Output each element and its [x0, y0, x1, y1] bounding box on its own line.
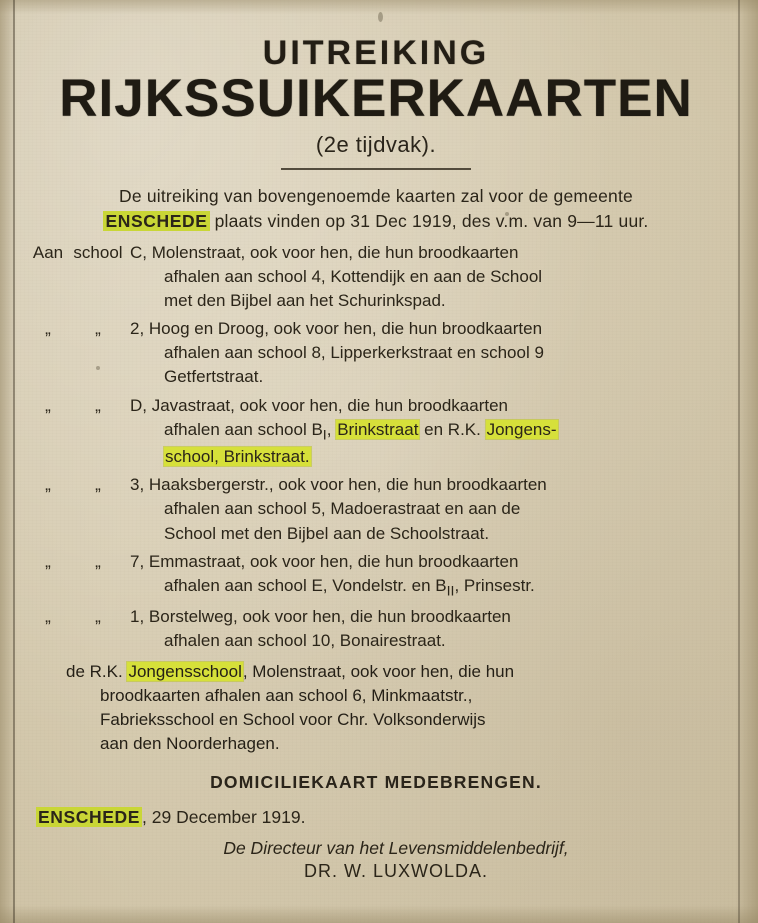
rk-line-1-rest: , Molenstraat, ook voor hen, die hun: [242, 661, 515, 681]
entry-line-2: afhalen aan school 4, Kottendijk en aan de School: [164, 266, 543, 286]
entry-line-2-subscript: I: [322, 427, 327, 444]
highlight-jongens: Jongens-: [486, 419, 557, 439]
entry-lead-1: Aan: [32, 242, 64, 262]
highlight-brinkstraat: Brinkstraat: [337, 419, 419, 439]
entry-line-3: met den Bijbel aan het Schurinkspad.: [164, 291, 446, 311]
entry-lead-2: „: [95, 395, 101, 415]
rk-lead-label: de R.K.: [66, 661, 123, 681]
highlight-school-brinkstraat: school, Brinkstraat.: [165, 447, 310, 467]
entry-line-1: 7, Emmastraat, ook voor hen, die hun broodkaarten: [130, 551, 519, 571]
entry-body: [130, 317, 722, 389]
intro-paragraph: [34, 184, 718, 235]
dateline: [30, 807, 722, 828]
entry-lead-1: „: [45, 319, 51, 339]
kicker-heading: UITREIKING: [262, 34, 490, 72]
rk-entry-body: [66, 660, 722, 757]
intro-city-highlight: ENSCHEDE: [105, 211, 208, 232]
entry-lead-2: „: [95, 475, 101, 495]
intro-line-1: De uitreiking van bovengenoemde kaarten zal voor de gemeente: [119, 186, 633, 207]
entry-line-2-subscript: II: [446, 583, 455, 600]
dateline-city-highlight: ENSCHEDE: [38, 807, 141, 828]
entry-line-2-end: , Prinsestr.: [454, 575, 535, 595]
entry-lead-1: „: [45, 551, 51, 571]
entry-line-2: afhalen aan school 10, Bonairestraat.: [164, 631, 446, 651]
entry-line-3: [130, 445, 722, 469]
entry-line-2: afhalen aan school 5, Madoerastraat en aan de: [164, 499, 521, 519]
entry-line-1: 3, Haaksbergerstr., ook voor hen, die hun broodkaarten: [130, 475, 547, 495]
entry-line-2: [130, 574, 722, 602]
list-item: [30, 317, 722, 389]
notice-text: DOMICILIEKAART MEDEBRENGEN.: [210, 772, 542, 793]
entry-line-2-mid: en R.K.: [419, 419, 486, 439]
entry-body: [130, 605, 722, 653]
rk-line-2: broodkaarten afhalen aan school 6, Minkmaatstr.,: [100, 685, 473, 705]
entry-lead-1: „: [45, 475, 51, 495]
list-item: [30, 241, 722, 313]
entry-line-2: afhalen aan school $B_I$, Brinkstraat en R.K. Jongens-: [164, 419, 557, 444]
entry-lead-2: „: [95, 551, 101, 571]
entry-line-2-pre: afhalen aan school B: [164, 419, 323, 439]
subheading: (2e tijdvak).: [315, 132, 437, 158]
entry-body: [130, 241, 722, 313]
rk-line-1: [66, 660, 722, 684]
entry-lead-1: „: [45, 395, 51, 415]
list-item: [30, 550, 722, 602]
rk-line-4: aan den Noorderhagen.: [100, 733, 280, 753]
list-item: [30, 473, 722, 545]
signature-role: De Directeur van het Levensmiddelenbedrijf,: [223, 838, 569, 859]
list-item: [30, 394, 722, 470]
list-item: [30, 605, 722, 653]
entry-line-2-text: afhalen aan school E, Vondelstr. en B: [164, 575, 447, 595]
entry-line-2: afhalen aan school 8, Lipperkerkstraat en school 9: [164, 343, 544, 363]
intro-line-2: plaats vinden op 31 Dec 1919, des v.m. van 9—11 uur.: [214, 211, 649, 232]
entry-lead-1: „: [45, 607, 51, 627]
entry-lead-2: „: [95, 319, 101, 339]
entry-line-3: School met den Bijbel aan de Schoolstraat.: [164, 523, 490, 543]
entry-line-1: 2, Hoog en Droog, ook voor hen, die hun broodkaarten: [130, 319, 543, 339]
entry-line-1: 1, Borstelweg, ook voor hen, die hun broodkaarten: [130, 607, 511, 627]
scan-edge-bottom: [0, 905, 758, 923]
list-item-rk: [30, 660, 722, 757]
dateline-date: , 29 December 1919.: [142, 807, 306, 828]
page-title: RIJKSSUIKERKAARTEN: [59, 69, 693, 128]
entry-lead-2: school: [73, 242, 123, 262]
entry-line-3: Getfertstraat.: [164, 367, 264, 387]
entry-body: [130, 394, 722, 470]
entry-lead-2: „: [95, 607, 101, 627]
header-divider: [281, 168, 471, 170]
highlight-jongensschool: Jongensschool: [128, 661, 242, 681]
entry-body: [130, 550, 722, 602]
rk-line-3: Fabrieksschool en School voor Chr. Volksonderwijs: [100, 709, 486, 729]
signature-name: DR. W. LUXWOLDA.: [303, 861, 489, 882]
entry-line-1: C, Molenstraat, ook voor hen, die hun broodkaarten: [130, 242, 519, 262]
entry-body: [130, 473, 722, 545]
entry-line-1: D, Javastraat, ook voor hen, die hun broodkaarten: [130, 395, 509, 415]
